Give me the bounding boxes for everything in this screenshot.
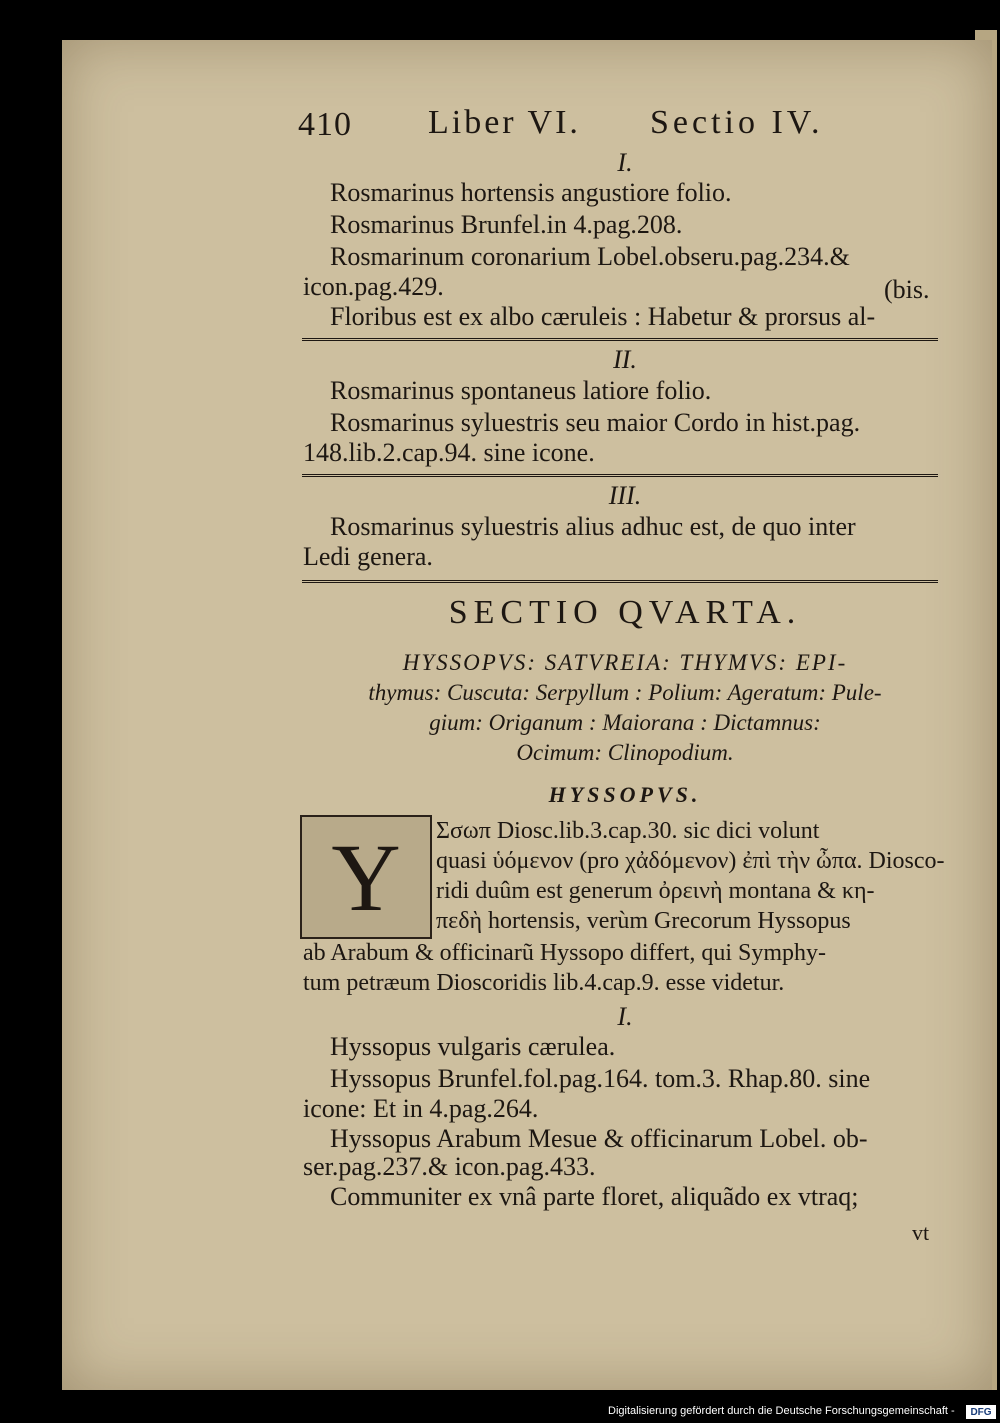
text-line: Rosmarinus syluestris alius adhuc est, de quo inter <box>330 512 856 541</box>
text-line: Rosmarinus hortensis angustiore folio. <box>330 178 732 207</box>
text-line: icon.pag.429. <box>303 272 444 301</box>
section-subtitle: thymus: Cuscuta: Serpyllum : Polium: Ageratum: Pule- <box>368 680 882 705</box>
running-head-sectio: Sectio IV. <box>650 104 824 141</box>
hyssopus-heading: HYSSOPVS. <box>548 782 702 807</box>
text-line: Rosmarinus Brunfel.in 4.pag.208. <box>330 210 683 239</box>
text-line: Hyssopus Arabum Mesue & officinarum Lobel. ob- <box>330 1124 868 1153</box>
dropcap-initial: Y <box>300 815 432 939</box>
text-line: πεδὴ hortensis, verùm Grecorum Hyssopus <box>436 908 851 934</box>
text-line: Rosmarinus spontaneus latiore folio. <box>330 376 712 405</box>
divider-rule <box>302 474 938 477</box>
numeral-i: I. <box>617 1002 633 1031</box>
section-subtitle: gium: Origanum : Maiorana : Dictamnus: <box>429 710 821 735</box>
section-subtitle: HYSSOPVS: SATVREIA: THYMVS: EPI- <box>402 650 848 675</box>
section-title: SECTIO QVARTA. <box>448 594 802 631</box>
text-line: (bis. <box>884 275 930 304</box>
numeral-i: I. <box>617 148 633 177</box>
text-line: Floribus est ex albo cæruleis : Habetur & prorsus al- <box>330 302 876 331</box>
text-line: Rosmarinum coronarium Lobel.obseru.pag.234.& <box>330 242 850 271</box>
divider-rule <box>302 338 938 341</box>
running-head-liber: Liber VI. <box>428 104 581 141</box>
section-subtitle: Ocimum: Clinopodium. <box>516 740 734 765</box>
text-line: Hyssopus Brunfel.fol.pag.164. tom.3. Rhap.80. sine <box>330 1064 871 1093</box>
text-line: icone: Et in 4.pag.264. <box>303 1094 539 1123</box>
text-line: Ledi genera. <box>303 542 433 571</box>
divider-rule <box>302 580 938 583</box>
digitization-credit: Digitalisierung gefördert durch die Deutsche Forschungsgemeinschaft - <box>608 1405 955 1417</box>
text-line: Hyssopus vulgaris cærulea. <box>330 1032 616 1061</box>
text-line: 148.lib.2.cap.94. sine icone. <box>303 438 595 467</box>
numeral-ii: II. <box>613 345 637 374</box>
text-line: ab Arabum & officinarũ Hyssopo differt, qui Symphy- <box>303 940 827 966</box>
text-line: Communiter ex vnâ parte floret, aliquãdo ex vtraq; <box>330 1182 859 1211</box>
dfg-logo: DFG <box>966 1405 996 1419</box>
numeral-iii: III. <box>608 481 642 510</box>
text-line: ridi duûm est generum ὀρεινὴ montana & κη- <box>436 878 875 904</box>
page-number: 410 <box>298 106 352 143</box>
text-line: Rosmarinus syluestris seu maior Cordo in hist.pag. <box>330 408 861 437</box>
text-line: Σσωπ Diosc.lib.3.cap.30. sic dici volunt <box>436 818 820 844</box>
text-line: tum petræum Dioscoridis lib.4.cap.9. esse videtur. <box>303 970 785 996</box>
text-line: quasi ὑόμενον (pro χἀδόμενον) ἐπὶ τὴν ὦπα. Diosco- <box>436 848 945 874</box>
text-line: ser.pag.237.& icon.pag.433. <box>303 1152 596 1181</box>
catchword: vt <box>912 1220 930 1245</box>
